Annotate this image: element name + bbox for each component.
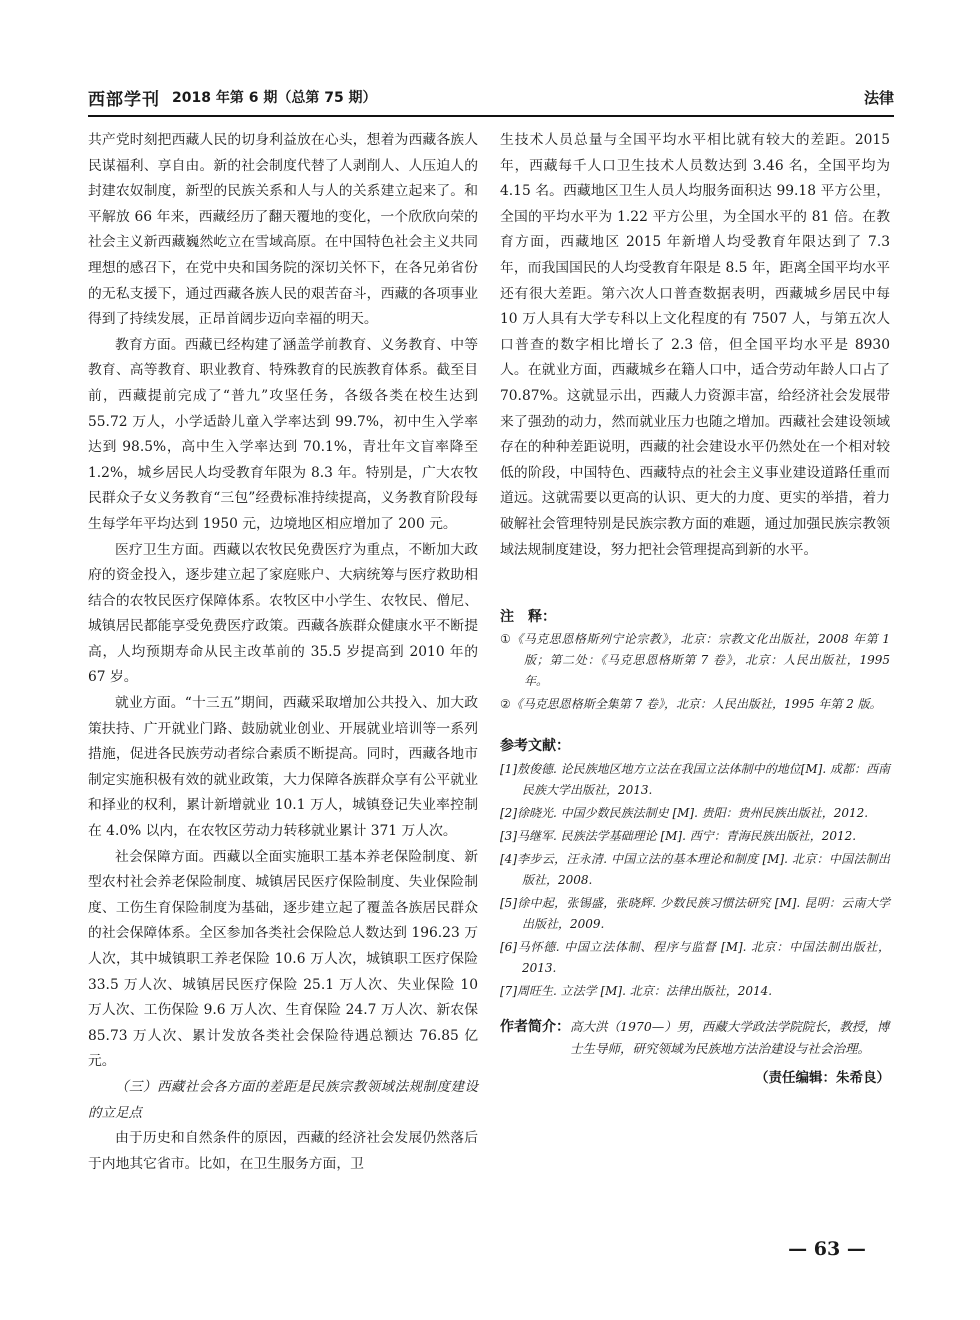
reference-item [500,759,890,801]
author-bio-text: 高大洪（1970—）男，西藏大学政法学院院长，教授，博士生导师，研究领域为民族地方法治建设与社会治理。 [570,1019,890,1057]
page-number: — 63 — [788,1238,866,1260]
journal-title: 西部学刊 [88,90,160,110]
reference-item [500,849,890,891]
author-bio-label: 作者简介： [500,1019,570,1036]
body-paragraph: 共产党时刻把西藏人民的切身利益放在心头，想着为西藏各族人民谋福利、享自由。新的社会制度代替了人剥削人、人压迫人的封建农奴制度，新型的民族关系和人与人的关系建立起来了。和平解放 66 年来，西藏经历了翻天覆地的变化，一个欣欣向荣的社会主义新西藏巍然屹立在雪域高原。在中国特色社会主义共同理想的感召下，在党中央和国务院的深切关怀下，在各兄弟省份的无私支援下，通过西藏各族人民的艰苦奋斗，西藏的各项事业得到了持续发展，正昂首阔步迈向幸福的明天。 [88,132,478,328]
reference-text: 李步云，汪永清. 中国立法的基本理论和制度 [M]. 北京：中国法制出版社，2008. [517,852,890,888]
reference-text: 敖俊德. 论民族地区地方立法在我国立法体制中的地位[M]. 成都：西南民族大学出版社，2013. [517,762,890,798]
reference-item [500,937,890,979]
reference-text: 周旺生. 立法学 [M]. 北京：法律出版社，2014. [517,984,773,999]
references-heading: 参考文献： [500,738,570,755]
reference-number: [4] [500,852,517,867]
author-bio [500,1016,890,1060]
note-text: 《马克思恩格斯列宁论宗教》，北京：宗教文化出版社，2008 年第 1 版；第二处：《马克思恩格斯第 7 卷》，北京：人民出版社，1995 年。 [511,632,890,689]
reference-item [500,893,890,935]
reference-item [500,803,890,824]
body-paragraph: 生技术人员总量与全国平均水平相比就有较大的差距。2015 年，西藏每千人口卫生技术人员数达到 3.46 名，全国平均为 4.15 名。西藏地区卫生人员人均服务面积达 99.18 平方公里，全国的平均水平为 1.22 平方公里，为全国水平的 81 倍。在教育方面，西藏地区 2015 年新增人均受教育年限达到了 7.3 年，而我国国民的人均受教育年限是 8.5 年，距离全国平均水平还有很大差距。第六次人口普查数据表明，西藏城乡居民中每 10 万人具有大学专科以上文化程度的有 7507 人，与第五次人口普查的数字相比增长了 2.3 倍，但全国平均水平是 8930 人。在就业方面，西藏城乡在籍人口中，适合劳动年龄人口占了 70.87%。这就显示出，西藏人力资源丰富，给经济社会发展带来了强劲的动力，然而就业压力也随之增加。西藏社会建设领域存在的种种差距说明，西藏的社会建设水平仍然处在一个相对较低的阶段，中国特色、西藏特点的社会主义事业建设道路任重而道远。这就需要以更高的认识、更大的力度、更实的举措，着力破解社会管理特别是民族宗教方面的难题，通过加强民族宗教领域法规制度建设，努力把社会管理提高到新的水平。 [500,132,890,558]
subsection-heading: （三）西藏社会各方面的差距是民族宗教领域法规制度建设的立足点 [88,1078,478,1121]
note-item [500,629,890,692]
reference-number: [6] [500,940,517,955]
reference-number: [2] [500,806,517,821]
responsible-editor: （责任编辑：朱希良） [755,1070,890,1087]
right-column [500,128,890,1088]
header-rule [88,115,894,117]
notes-heading: 注 释： [500,609,556,626]
reference-text: 马继军. 民族法学基础理论 [M]. 西宁：青海民族出版社，2012. [517,829,857,844]
reference-number: [1] [500,762,517,777]
body-paragraph-social-security: 社会保障方面。西藏以全面实施职工基本养老保险制度、新型农村社会养老保险制度、城镇居民医疗保险制度、失业保险制度、工伤生育保险制度为基础，逐步建立起了覆盖各族居民群众的社会保障体系。全区参加各类社会保险总人数达到 196.23 万人次，其中城镇职工养老保险 10.6 万人次，城镇职工医疗保险 33.5 万人次、城镇居民医疗保险 25.1 万人次、失业保险 10 万人次、工伤保险 9.6 万人次、生育保险 24.7 万人次、新农保 85.73 万人次、累计发放各类社会保险待遇总额达 76.85 亿元。 [88,848,478,1070]
body-paragraph-employment: 就业方面。“十三五”期间，西藏采取增加公共投入、加大政策扶持、广开就业门路、鼓励就业创业、开展就业培训等一系列措施，促进各民族劳动者综合素质不断提高。同时，西藏各地市制定实施积极有效的就业政策，大力保障各族群众享有公平就业和择业的权利，累计新增就业 10.1 万人，城镇登记失业率控制在 4.0% 以内，在农牧区劳动力转移就业累计 371 万人次。 [88,695,478,840]
reference-item [500,826,890,847]
note-number: ① [500,632,512,647]
running-header [88,84,894,108]
issue-info: 2018 年第 6 期（总第 75 期） [172,90,377,106]
reference-number: [5] [500,896,517,911]
left-column [88,128,478,1177]
note-item [500,694,890,715]
note-number: ② [500,697,511,712]
reference-item [500,981,890,1002]
note-text: 《马克思恩格斯全集第 7 卷》，北京：人民出版社，1995 年第 2 版。 [510,697,882,712]
reference-number: [3] [500,829,517,844]
body-paragraph-education: 教育方面。西藏已经构建了涵盖学前教育、义务教育、中等教育、高等教育、职业教育、特殊教育的民族教育体系。截至目前，西藏提前完成了“普九”攻坚任务，各级各类在校生达到 55.72 万人，小学适龄儿童入学率达到 99.7%，初中生入学率达到 98.5%，高中生入学率达到 70.1%，青壮年文盲率降至 1.2%，城乡居民人均受教育年限为 8.3 年。特别是，广大农牧民群众子女义务教育“三包”经费标准持续提高，义务教育阶段每生每学年平均达到 1950 元，边境地区相应增加了 200 元。 [88,336,478,532]
reference-text: 徐晓光. 中国少数民族法制史 [M]. 贵阳：贵州民族出版社，2012. [517,806,869,821]
body-paragraph-healthcare: 医疗卫生方面。西藏以农牧民免费医疗为重点，不断加大政府的资金投入，逐步建立起了家庭账户、大病统筹与医疗救助相结合的农牧民医疗保障体系。农牧区中小学生、农牧民、僧尼、城镇居民都能享受免费医疗政策。西藏各族群众健康水平不断提高，人均预期寿命从民主改革前的 35.5 岁提高到 2010 年的 67 岁。 [88,541,478,686]
reference-number: [7] [500,984,517,999]
section-label: 法律 [863,89,894,107]
body-paragraph: 由于历史和自然条件的原因，西藏的经济社会发展仍然落后于内地其它省市。比如，在卫生服务方面，卫 [88,1130,478,1172]
reference-text: 马怀德. 中国立法体制、程序与监督 [M]. 北京：中国法制出版社，2013. [517,940,890,976]
reference-text: 徐中起，张锡盛，张晓辉. 少数民族习惯法研究 [M]. 昆明：云南大学出版社，2009. [517,896,890,932]
